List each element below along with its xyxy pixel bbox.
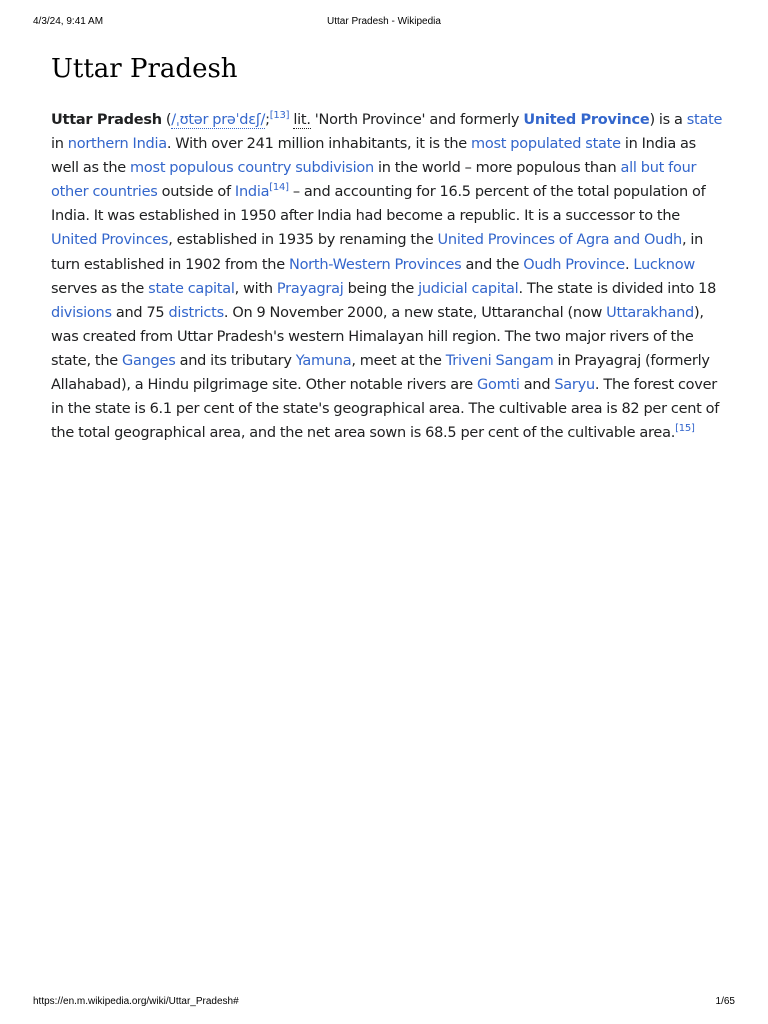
text-run: . (624, 256, 634, 273)
ipa-pronunciation-link[interactable] (171, 112, 265, 129)
link-united-provinces[interactable]: United Provinces (51, 232, 169, 249)
link-lucknow[interactable]: Lucknow (633, 256, 695, 273)
text-run: ) is a (649, 112, 687, 128)
text-run: . The forest cover in the state is 6.1 per cent of the state's geographical area. The cultivable area is 82 per cent of the total geographical area, and the net area sown is 68.5 per cent of the cultivable area. (51, 377, 720, 442)
text-run: . On 9 November 2000, a new state, Uttaranchal (now (223, 304, 607, 321)
link-saryu[interactable]: Saryu (554, 377, 595, 394)
text-run: 'North Province' and formerly (310, 112, 524, 128)
citation-15[interactable]: [15] (675, 423, 695, 435)
text-run: ), was created from Uttar Pradesh's western Himalayan hill region. The two major rivers of the state, the (51, 304, 704, 369)
text-run: being the (343, 280, 419, 297)
citation-14[interactable]: [14] (269, 182, 289, 194)
link-united-province[interactable]: United Province (523, 112, 650, 128)
text-run: in the world – more populous than (373, 160, 621, 177)
print-page-number: 1/65 (715, 996, 735, 1007)
text-run: , established in 1935 by renaming the (168, 232, 438, 249)
link-triveni-sangam[interactable]: Triveni Sangam (445, 352, 554, 369)
ipa-text: /ˌʊtər prəˈdɛʃ/ (171, 112, 266, 128)
link-united-provinces-of-agra-and-oudh[interactable]: United Provinces of Agra and Oudh (437, 232, 682, 249)
text-run: . The state is divided into 18 (518, 280, 717, 297)
text-run: , in turn established in 1902 from the (51, 232, 704, 273)
link-northern-india[interactable]: northern India (67, 136, 167, 153)
text-run: and 75 (111, 304, 169, 321)
text-run: serves as the (51, 280, 149, 297)
print-header (33, 16, 735, 30)
text-run: outside of (157, 184, 235, 201)
link-india[interactable]: India (234, 184, 270, 201)
link-north-western-provinces[interactable]: North-Western Provinces (288, 256, 462, 273)
link-prayagraj[interactable]: Prayagraj (276, 280, 344, 297)
text-run: – and accounting for 16.5 percent of the total population of India. It was established in 1950 after India had become a republic. It is a successor to the (51, 184, 706, 225)
article-title: Uttar Pradesh (51, 54, 238, 84)
text-run: , meet at the (351, 352, 446, 369)
print-timestamp: 4/3/24, 9:41 AM (33, 16, 104, 27)
article-content (51, 52, 723, 445)
text-run: and (519, 377, 555, 394)
link-state-capital[interactable]: state capital (148, 280, 235, 297)
print-page-title: Uttar Pradesh - Wikipedia (327, 16, 441, 27)
link-most-populous-country-subdivision[interactable]: most populous country subdivision (130, 160, 374, 177)
text-run: ; (265, 112, 270, 128)
print-url: https://en.m.wikipedia.org/wiki/Uttar_Pradesh# (33, 996, 239, 1007)
text-run: , with (234, 280, 277, 297)
link-judicial-capital[interactable]: judicial capital (418, 280, 519, 297)
citation-13[interactable]: [13] (269, 110, 290, 122)
link-yamuna[interactable]: Yamuna (295, 352, 352, 369)
link-state[interactable]: state (686, 112, 723, 128)
link-districts[interactable]: districts (168, 304, 224, 321)
literally-abbreviation: lit. (293, 112, 311, 128)
link-uttarakhand[interactable]: Uttarakhand (606, 304, 694, 321)
link-gomti[interactable]: Gomti (476, 377, 520, 394)
print-footer (33, 996, 735, 1010)
link-divisions[interactable]: divisions (51, 304, 112, 321)
text-run: . With over 241 million inhabitants, it is the (166, 136, 471, 153)
text-run: ( (161, 112, 172, 128)
text-run: and the (461, 256, 524, 273)
text-run: in (51, 136, 68, 153)
text-run: in India as well as the (51, 136, 696, 177)
link-all-but-four-other-countries[interactable]: all but four other countries (51, 160, 697, 201)
lead-paragraph (51, 108, 723, 445)
text-run: in Prayagraj (formerly Allahabad), a Hindu pilgrimage site. Other notable rivers are (51, 352, 710, 394)
link-most-populated-state[interactable]: most populated state (471, 136, 621, 153)
subject-term: Uttar Pradesh (51, 112, 162, 128)
text-run: and its tributary (175, 352, 296, 369)
link-ganges[interactable]: Ganges (122, 352, 176, 369)
link-oudh-province[interactable]: Oudh Province (523, 256, 625, 273)
